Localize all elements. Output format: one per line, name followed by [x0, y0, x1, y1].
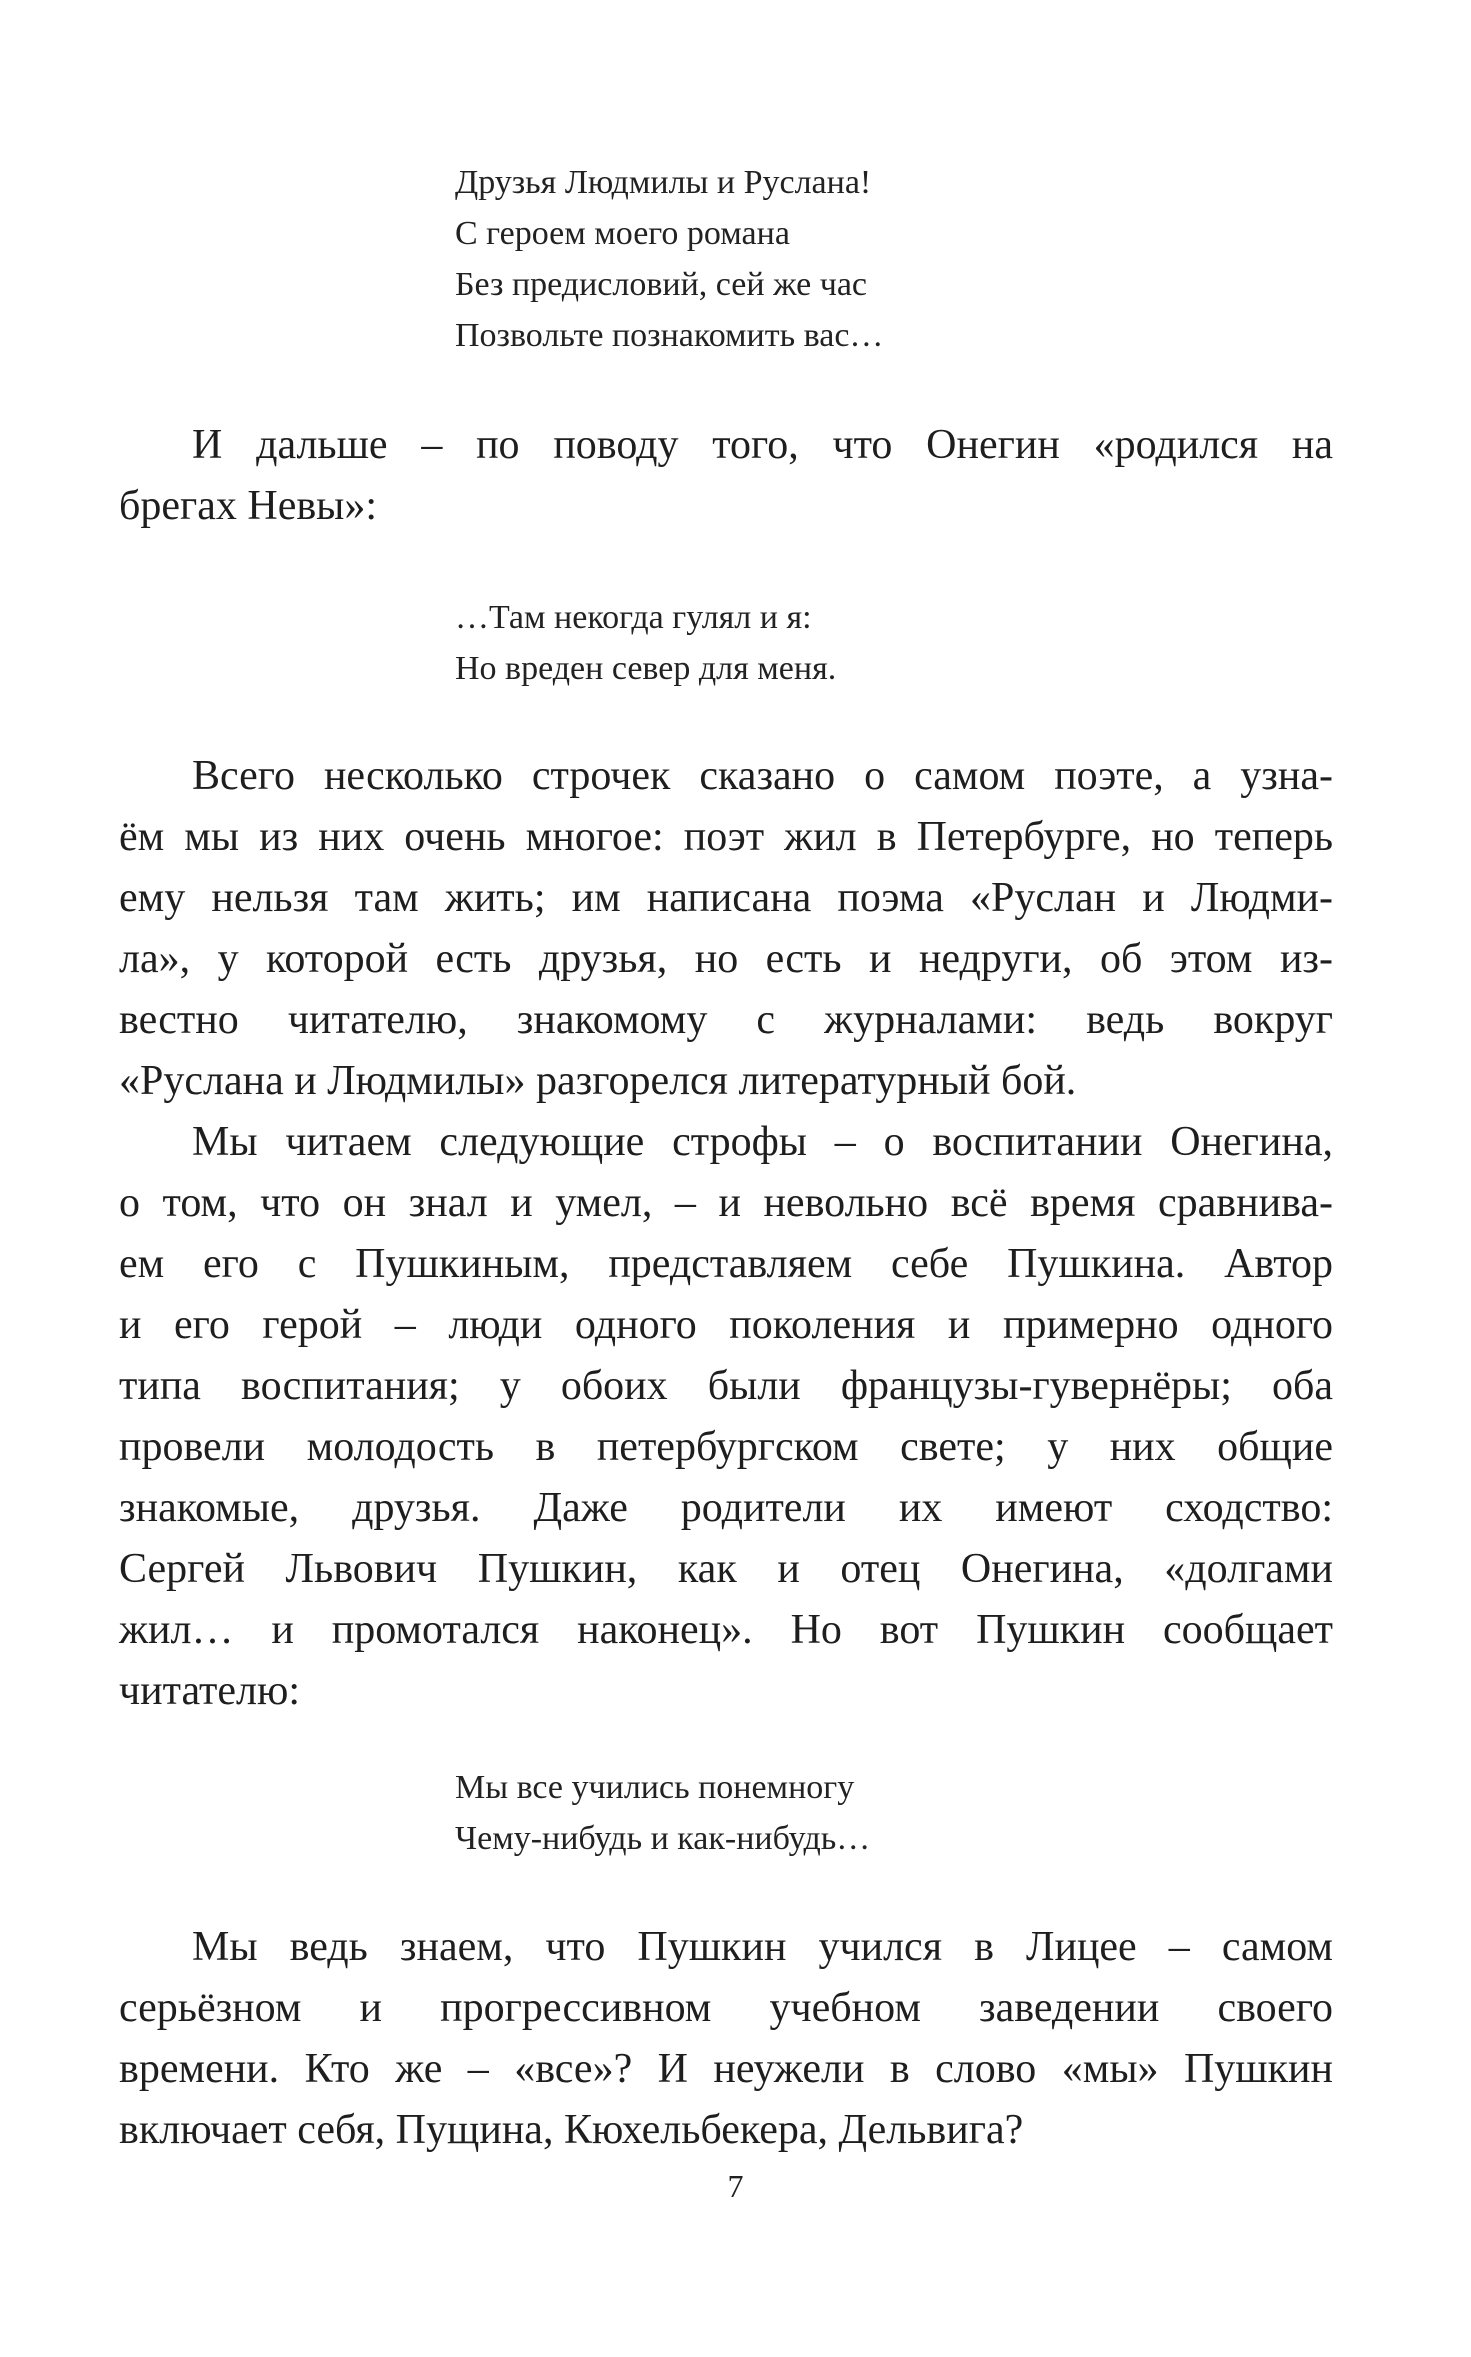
paragraph-4: [119, 1917, 1333, 2161]
text-line: типа воспитания; у обоих были французы-гувернёры; оба: [119, 1363, 1333, 1409]
verse-line: Друзья Людмилы и Руслана!: [455, 164, 872, 201]
text-line: включает себя, Пущина, Кюхельбекера, Дельвига?: [119, 2107, 1024, 2153]
text-line: жил… и промотался наконец». Но вот Пушкин сообщает: [119, 1607, 1333, 1653]
text-line: времени. Кто же – «все»? И неужели в слово «мы» Пушкин: [119, 2046, 1333, 2092]
text-line: читателю:: [119, 1668, 301, 1714]
verse-quote-2: [455, 592, 836, 694]
verse-line: Позвольте познакомить вас…: [455, 317, 884, 354]
paragraph-1: [119, 415, 1333, 537]
text-line: о том, что он знал и умел, – и невольно всё время сравнива-: [119, 1180, 1333, 1226]
text-line: Сергей Львович Пушкин, как и отец Онегина, «долгами: [119, 1546, 1333, 1592]
page-number: 7: [727, 2168, 744, 2204]
verse-quote-3: [455, 1762, 870, 1864]
paragraph-3: [119, 1112, 1333, 1722]
text-line: знакомые, друзья. Даже родители их имеют сходство:: [119, 1485, 1333, 1531]
text-line: Мы ведь знаем, что Пушкин учился в Лицее – самом: [192, 1924, 1333, 1970]
verse-quote-1: [455, 157, 883, 361]
paragraph-2: [119, 746, 1333, 1112]
verse-line: Но вреден север для меня.: [455, 650, 837, 687]
text-line: ём мы из них очень многое: поэт жил в Петербурге, но теперь: [119, 814, 1333, 860]
text-line: брегах Невы»:: [119, 483, 378, 529]
text-line: провели молодость в петербургском свете; у них общие: [119, 1424, 1333, 1470]
verse-line: Чему-нибудь и как-нибудь…: [455, 1820, 871, 1857]
text-line: И дальше – по поводу того, что Онегин «родился на: [192, 422, 1333, 468]
verse-line: Без предисловий, сей же час: [455, 266, 868, 303]
text-line: ему нельзя там жить; им написана поэма «Руслан и Людми-: [119, 875, 1333, 921]
verse-line: С героем моего романа: [455, 215, 790, 252]
text-line: ла», у которой есть друзья, но есть и недруги, об этом из-: [119, 936, 1333, 982]
text-line: Мы читаем следующие строфы – о воспитании Онегина,: [192, 1119, 1333, 1165]
text-line: и его герой – люди одного поколения и примерно одного: [119, 1302, 1333, 1348]
text-line: вестно читателю, знакомому с журналами: ведь вокруг: [119, 997, 1333, 1043]
text-line: серьёзном и прогрессивном учебном заведении своего: [119, 1985, 1333, 2031]
verse-line: Мы все учились понемногу: [455, 1769, 855, 1806]
text-line: «Руслана и Людмилы» разгорелся литературный бой.: [119, 1058, 1077, 1104]
text-line: ем его с Пушкиным, представляем себе Пушкина. Автор: [119, 1241, 1333, 1287]
verse-line: …Там некогда гулял и я:: [455, 599, 812, 636]
text-line: Всего несколько строчек сказано о самом поэте, а узна-: [192, 753, 1333, 799]
